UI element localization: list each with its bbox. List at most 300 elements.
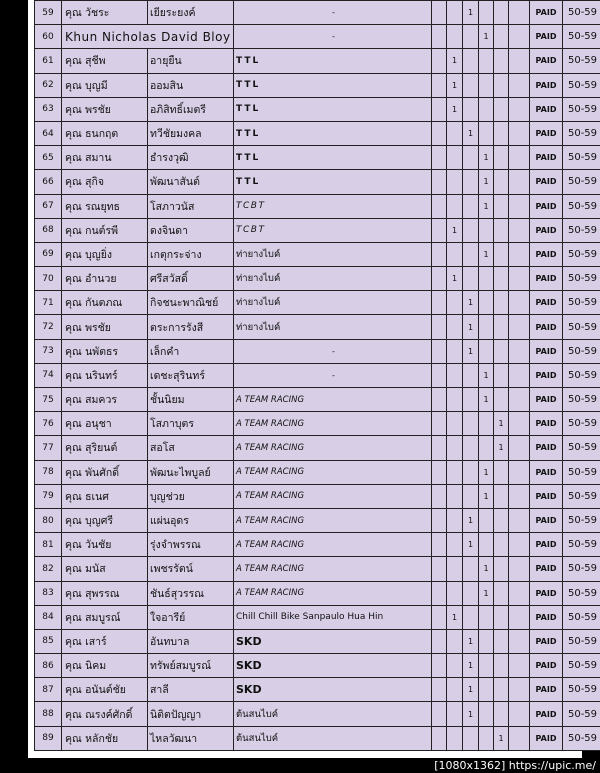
table-row [35,436,600,460]
payment-status: PAID [530,412,563,436]
participant-first-name: คุณ อนันต์ชัย [62,678,148,702]
spacer-cell [509,508,530,532]
category-check-1 [432,267,447,291]
row-number: 71 [35,291,62,315]
category-check-5 [494,508,509,532]
team-name: - [234,339,432,363]
category-check-2 [447,121,463,145]
category-check-3 [463,97,479,121]
category-check-4: 1 [479,146,494,170]
age-group: 50-59 [563,121,600,145]
row-number: 74 [35,363,62,387]
category-check-1 [432,508,447,532]
team-name: - [234,363,432,387]
payment-status: PAID [530,508,563,532]
age-group: 50-59 [563,25,600,49]
category-check-3 [463,605,479,629]
category-check-2 [447,315,463,339]
row-number: 64 [35,121,62,145]
participant-first-name: คุณ สุชีพ [62,49,148,73]
category-check-1 [432,629,447,653]
age-group: 50-59 [563,412,600,436]
spacer-cell [509,460,530,484]
category-check-2 [447,1,463,25]
table-row [35,629,600,653]
spacer-cell [509,339,530,363]
category-check-1 [432,315,447,339]
category-check-4 [479,218,494,242]
category-check-4: 1 [479,170,494,194]
participant-last-name: อภิสิทธิ์เมตรี [148,97,234,121]
category-check-5 [494,97,509,121]
payment-status: PAID [530,194,563,218]
team-name: Chill Chill Bike Sanpaulo Hua Hin [234,605,432,629]
team-name: SKD [234,678,432,702]
spacer-cell [509,267,530,291]
category-check-5 [494,267,509,291]
category-check-1 [432,73,447,97]
category-check-1 [432,121,447,145]
age-group: 50-59 [563,291,600,315]
category-check-2 [447,363,463,387]
table-row [35,460,600,484]
age-group: 50-59 [563,605,600,629]
category-check-1 [432,460,447,484]
participant-first-name: คุณ วันชัย [62,533,148,557]
payment-status: PAID [530,363,563,387]
team-name: A TEAM RACING [234,484,432,508]
category-check-2 [447,339,463,363]
category-check-3: 1 [463,121,479,145]
spacer-cell [509,218,530,242]
spacer-cell [509,533,530,557]
category-check-3: 1 [463,315,479,339]
category-check-1 [432,726,447,750]
table-row [35,363,600,387]
table-row [35,194,600,218]
team-name: - [234,25,432,49]
category-check-1 [432,242,447,266]
category-check-5: 1 [494,436,509,460]
participant-last-name: บุญช่วย [148,484,234,508]
spacer-cell [509,1,530,25]
participant-first-name: คุณ พรชัย [62,315,148,339]
table-row [35,1,600,25]
participant-last-name: เยียระยงค์ [148,1,234,25]
category-check-1 [432,388,447,412]
category-check-5 [494,49,509,73]
participant-last-name: รุ่งจำพรรณ [148,533,234,557]
category-check-2 [447,654,463,678]
age-group: 50-59 [563,73,600,97]
category-check-3 [463,484,479,508]
category-check-4 [479,267,494,291]
age-group: 50-59 [563,49,600,73]
participant-last-name: โสภาบุตร [148,412,234,436]
table-row [35,702,600,726]
participant-first-name: คุณ บุญมี [62,73,148,97]
category-check-4: 1 [479,460,494,484]
payment-status: PAID [530,436,563,460]
category-check-2 [447,25,463,49]
category-check-5 [494,1,509,25]
category-check-4: 1 [479,581,494,605]
spacer-cell [509,629,530,653]
category-check-5 [494,581,509,605]
payment-status: PAID [530,581,563,605]
category-check-1 [432,363,447,387]
participant-last-name: พัฒนะไพบูลย์ [148,460,234,484]
category-check-2: 1 [447,73,463,97]
team-name: TTL [234,97,432,121]
age-group: 50-59 [563,533,600,557]
row-number: 77 [35,436,62,460]
payment-status: PAID [530,702,563,726]
category-check-1 [432,484,447,508]
watermark-label: [1080x1362] https://upic.me/ [434,759,596,772]
participant-last-name: ธำรงวุฒิ [148,146,234,170]
age-group: 50-59 [563,97,600,121]
team-name: A TEAM RACING [234,412,432,436]
category-check-1 [432,533,447,557]
table-row [35,557,600,581]
category-check-3 [463,170,479,194]
category-check-3: 1 [463,508,479,532]
row-number: 83 [35,581,62,605]
participant-first-name: คุณ สุพรรณ [62,581,148,605]
table-row [35,412,600,436]
spacer-cell [509,484,530,508]
participant-last-name: ไหลวัฒนา [148,726,234,750]
row-number: 78 [35,460,62,484]
age-group: 50-59 [563,654,600,678]
category-check-2: 1 [447,605,463,629]
age-group: 50-59 [563,678,600,702]
category-check-4 [479,533,494,557]
category-check-4 [479,654,494,678]
participant-last-name: อายุยืน [148,49,234,73]
table-row [35,49,600,73]
category-check-5 [494,605,509,629]
participant-last-name: เกตุกระจ่าง [148,242,234,266]
category-check-4 [479,49,494,73]
category-check-2 [447,170,463,194]
row-number: 69 [35,242,62,266]
category-check-2 [447,388,463,412]
age-group: 50-59 [563,460,600,484]
participant-first-name: คุณ อนุชา [62,412,148,436]
participant-first-name: คุณ พรชัย [62,97,148,121]
category-check-5 [494,291,509,315]
category-check-3 [463,412,479,436]
table-row [35,121,600,145]
row-number: 68 [35,218,62,242]
payment-status: PAID [530,291,563,315]
category-check-4 [479,678,494,702]
participant-last-name: แผ่นอุดร [148,508,234,532]
category-check-5 [494,629,509,653]
category-check-4: 1 [479,363,494,387]
payment-status: PAID [530,629,563,653]
participant-last-name: สาลี [148,678,234,702]
spacer-cell [509,291,530,315]
age-group: 50-59 [563,339,600,363]
category-check-3 [463,388,479,412]
row-number: 82 [35,557,62,581]
payment-status: PAID [530,605,563,629]
category-check-5 [494,242,509,266]
age-group: 50-59 [563,315,600,339]
row-number: 79 [35,484,62,508]
category-check-2 [447,291,463,315]
category-check-1 [432,97,447,121]
category-check-2: 1 [447,97,463,121]
participant-first-name: คุณ สุริยนต์ [62,436,148,460]
category-check-5: 1 [494,412,509,436]
spacer-cell [509,388,530,412]
age-group: 50-59 [563,702,600,726]
table-row [35,97,600,121]
team-name: SKD [234,654,432,678]
category-check-3 [463,242,479,266]
category-check-1 [432,170,447,194]
category-check-4 [479,726,494,750]
age-group: 50-59 [563,170,600,194]
category-check-2 [447,484,463,508]
category-check-5 [494,146,509,170]
participant-first-name: คุณ ธนกฤต [62,121,148,145]
category-check-3: 1 [463,533,479,557]
spacer-cell [509,557,530,581]
row-number: 60 [35,25,62,49]
participant-last-name: ศรีสวัสดิ์ [148,267,234,291]
spacer-cell [509,436,530,460]
table-row [35,388,600,412]
participant-last-name: เล็กคำ [148,339,234,363]
category-check-3 [463,363,479,387]
spacer-cell [509,97,530,121]
table-row [35,678,600,702]
payment-status: PAID [530,146,563,170]
participant-first-name: คุณ เสาร์ [62,629,148,653]
age-group: 50-59 [563,388,600,412]
spacer-cell [509,170,530,194]
row-number: 61 [35,49,62,73]
spacer-cell [509,678,530,702]
category-check-4: 1 [479,25,494,49]
participant-full-name: Khun Nicholas David Bloy [62,25,234,49]
category-check-2: 1 [447,218,463,242]
participant-last-name: กิจชนะพาณิชย์ [148,291,234,315]
table-row [35,726,600,750]
category-check-2 [447,194,463,218]
table-row [35,605,600,629]
payment-status: PAID [530,678,563,702]
category-check-2 [447,557,463,581]
age-group: 50-59 [563,194,600,218]
category-check-3 [463,25,479,49]
team-name: ท่ายางไบค์ [234,291,432,315]
team-name: ท่ายางไบค์ [234,242,432,266]
table-row [35,484,600,508]
category-check-3 [463,73,479,97]
category-check-1 [432,194,447,218]
payment-status: PAID [530,315,563,339]
participant-last-name: ใจอารีย์ [148,605,234,629]
category-check-3 [463,460,479,484]
participant-last-name: ทรัพย์สมบูรณ์ [148,654,234,678]
table-row [35,218,600,242]
table-row [35,533,600,557]
category-check-2 [447,460,463,484]
category-check-5 [494,460,509,484]
participant-last-name: ชั้นนิยม [148,388,234,412]
category-check-1 [432,581,447,605]
participant-last-name: อันทบาล [148,629,234,653]
category-check-4 [479,508,494,532]
participant-first-name: คุณ มนัส [62,557,148,581]
team-name: A TEAM RACING [234,533,432,557]
age-group: 50-59 [563,557,600,581]
spacer-cell [509,315,530,339]
row-number: 85 [35,629,62,653]
row-number: 87 [35,678,62,702]
spacer-cell [509,25,530,49]
row-number: 67 [35,194,62,218]
participant-last-name: ทวีชัยมงคล [148,121,234,145]
category-check-5 [494,533,509,557]
category-check-5 [494,654,509,678]
team-name: ต้นสนไบค์ [234,702,432,726]
spacer-cell [509,726,530,750]
row-number: 86 [35,654,62,678]
table-row [35,73,600,97]
payment-status: PAID [530,73,563,97]
participant-first-name: คุณ วัชระ [62,1,148,25]
category-check-4 [479,97,494,121]
team-name: A TEAM RACING [234,436,432,460]
category-check-4: 1 [479,557,494,581]
age-group: 50-59 [563,146,600,170]
category-check-4 [479,412,494,436]
payment-status: PAID [530,533,563,557]
participant-first-name: คุณ รณยุทธ [62,194,148,218]
category-check-2 [447,146,463,170]
payment-status: PAID [530,726,563,750]
spacer-cell [509,702,530,726]
category-check-3: 1 [463,339,479,363]
category-check-2 [447,629,463,653]
participant-first-name: คุณ อำนวย [62,267,148,291]
spacer-cell [509,49,530,73]
category-check-4 [479,291,494,315]
category-check-2: 1 [447,267,463,291]
category-check-4: 1 [479,484,494,508]
category-check-1 [432,1,447,25]
row-number: 70 [35,267,62,291]
age-group: 50-59 [563,242,600,266]
category-check-4 [479,315,494,339]
category-check-1 [432,436,447,460]
team-name: ท่ายางไบค์ [234,267,432,291]
category-check-1 [432,218,447,242]
category-check-3: 1 [463,654,479,678]
age-group: 50-59 [563,629,600,653]
team-name: A TEAM RACING [234,581,432,605]
participant-last-name: นิติตปัญญา [148,702,234,726]
category-check-3: 1 [463,629,479,653]
participant-first-name: คุณ นิคม [62,654,148,678]
spacer-cell [509,73,530,97]
category-check-2 [447,702,463,726]
category-check-3 [463,146,479,170]
table-row [35,291,600,315]
participant-first-name: คุณ สมบูรณ์ [62,605,148,629]
category-check-2 [447,581,463,605]
participant-last-name: พัฒนาสันต์ [148,170,234,194]
category-check-3 [463,581,479,605]
category-check-1 [432,654,447,678]
participant-last-name: ชันธ์สุวรรณ [148,581,234,605]
category-check-1 [432,678,447,702]
table-row [35,339,600,363]
registration-sheet [28,0,598,758]
category-check-5 [494,678,509,702]
category-check-5 [494,363,509,387]
team-name: TCBT [234,194,432,218]
category-check-4: 1 [479,388,494,412]
team-name: TTL [234,146,432,170]
table-row [35,170,600,194]
payment-status: PAID [530,460,563,484]
category-check-4 [479,1,494,25]
registration-table [34,0,600,751]
payment-status: PAID [530,242,563,266]
table-row [35,508,600,532]
category-check-3: 1 [463,702,479,726]
category-check-4 [479,339,494,363]
category-check-5 [494,194,509,218]
spacer-cell [509,121,530,145]
category-check-4 [479,702,494,726]
row-number: 75 [35,388,62,412]
participant-first-name: คุณ บุญศรี [62,508,148,532]
participant-last-name: ตระการรังสี [148,315,234,339]
team-name: TTL [234,49,432,73]
category-check-3 [463,557,479,581]
category-check-4 [479,436,494,460]
row-number: 88 [35,702,62,726]
category-check-1 [432,702,447,726]
team-name: - [234,1,432,25]
category-check-3 [463,218,479,242]
spacer-cell [509,605,530,629]
category-check-5 [494,121,509,145]
age-group: 50-59 [563,508,600,532]
row-number: 62 [35,73,62,97]
category-check-1 [432,339,447,363]
category-check-4: 1 [479,242,494,266]
category-check-3 [463,49,479,73]
payment-status: PAID [530,654,563,678]
category-check-2 [447,726,463,750]
spacer-cell [509,412,530,436]
participant-last-name: ดงจินดา [148,218,234,242]
table-row [35,146,600,170]
team-name: A TEAM RACING [234,557,432,581]
category-check-5 [494,73,509,97]
category-check-5 [494,557,509,581]
